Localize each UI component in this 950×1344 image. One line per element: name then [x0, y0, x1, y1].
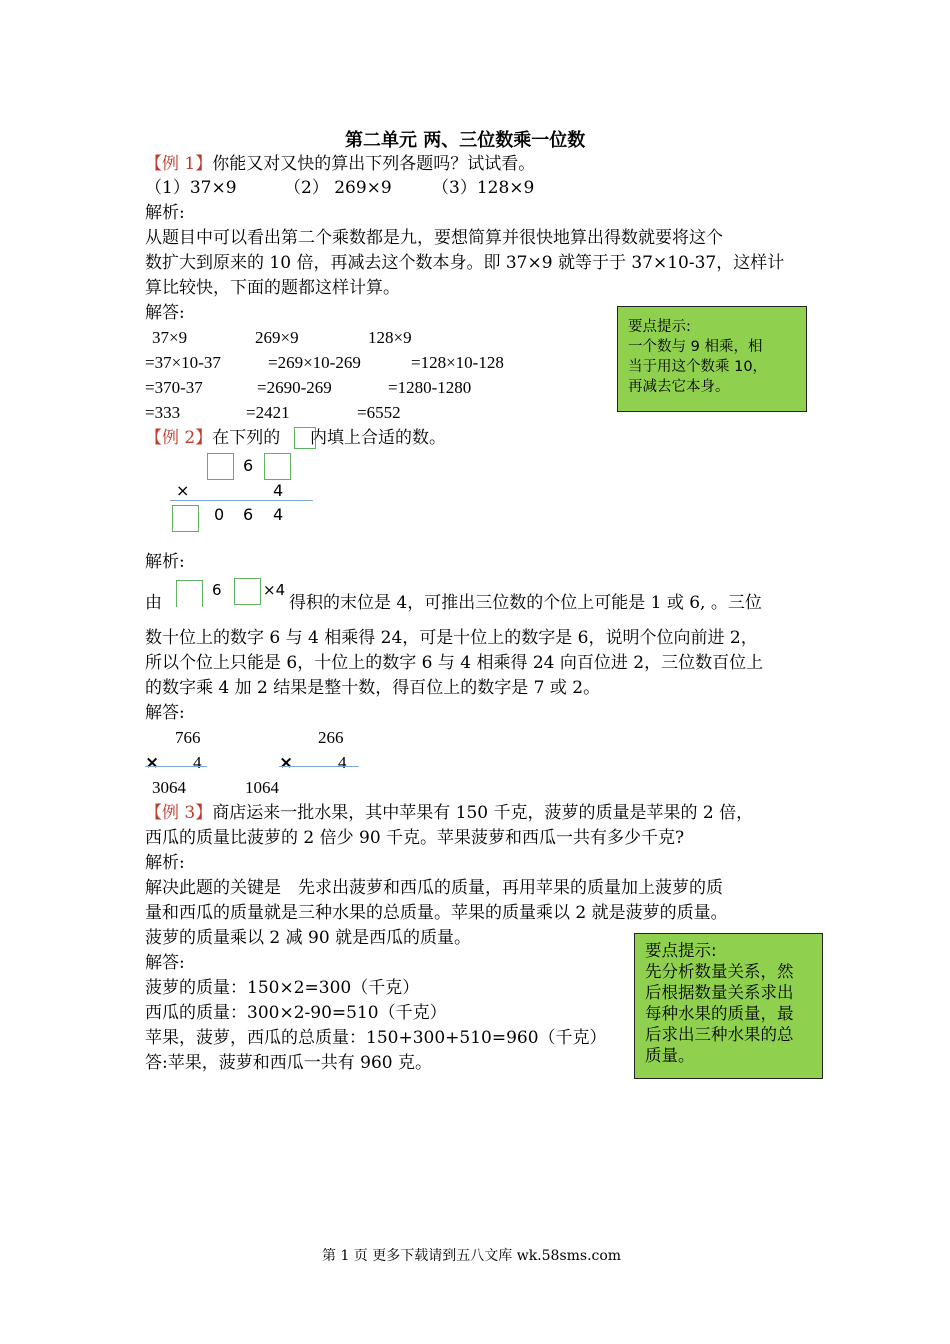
- answer-times: ×: [145, 753, 160, 773]
- tip-title: 要点提示:: [645, 941, 717, 960]
- calc-cell: =269×10-269: [268, 353, 361, 372]
- analysis-line: 数十位上的数字 6 与 4 相乘得 24，可是十位上的数字是 6，说明个位向前进 2，: [145, 628, 758, 648]
- example-3-tag: 【例 3】: [145, 803, 213, 823]
- example-2-text-a: 在下列的: [212, 428, 281, 448]
- puzzle-multiplier: 4: [273, 481, 284, 500]
- blank-box: [172, 505, 199, 532]
- example-3-text: 商店运来一批水果，其中苹果有 150 千克，菠萝的质量是苹果的 2 倍，: [212, 803, 754, 823]
- example-3-analysis-label: 解析:: [145, 853, 185, 873]
- answer-top: 266: [318, 728, 344, 747]
- blank-box: [264, 453, 291, 480]
- calc-cell: =128×10-128: [411, 353, 504, 372]
- calc-cell: =37×10-37: [145, 353, 221, 372]
- puzzle-result-digit: 4: [273, 505, 284, 524]
- answer-underline: [145, 766, 207, 767]
- example-3-text: 西瓜的质量比菠萝的 2 倍少 90 千克。苹果菠萝和西瓜一共有多少千克?: [145, 828, 685, 848]
- example-3-answer-label: 解答:: [145, 953, 185, 973]
- calc-cell: =6552: [357, 403, 401, 422]
- answer-result: 1064: [245, 778, 279, 797]
- tip-line: 先分析数量关系，然: [645, 962, 794, 981]
- analysis-line: 解决此题的关键是 先求出菠萝和西瓜的质量，再用苹果的质量加上菠萝的质: [145, 878, 723, 898]
- tip-box-1: [617, 306, 807, 412]
- answer-line: 苹果，菠萝，西瓜的总质量：150+300+510=960（千克）: [145, 1028, 607, 1048]
- blank-box: [207, 453, 234, 480]
- example-2-question: [145, 426, 280, 450]
- blank-box: [234, 578, 261, 605]
- example-1-answer-label: 解答:: [145, 303, 185, 323]
- calc-cell: 37×9: [152, 328, 188, 347]
- calc-cell: =333: [145, 403, 181, 422]
- answer-mult: 4: [193, 753, 202, 772]
- example-2-tag: 【例 2】: [145, 428, 213, 448]
- calc-cell: =2421: [246, 403, 290, 422]
- answer-top: 766: [175, 728, 201, 747]
- answer-mult: 4: [338, 753, 347, 772]
- puzzle-underline: [170, 500, 313, 501]
- analysis-line: 得积的末位是 4，可推出三位数的个位上可能是 1 或 6, 。三位: [289, 593, 762, 613]
- answer-underline: [279, 766, 359, 767]
- tip-line: 每种水果的质量，最: [645, 1004, 794, 1023]
- page-title: 第二单元 两、三位数乘一位数: [345, 130, 586, 151]
- example-2-text-b: 内填上合适的数。: [310, 428, 446, 448]
- calc-cell: 128×9: [368, 328, 412, 347]
- example-1-tag: 【例 1】: [145, 154, 213, 174]
- tip-line: 质量。: [645, 1046, 695, 1065]
- calc-cell: 269×9: [255, 328, 299, 347]
- calc-cell: =370-37: [145, 378, 203, 397]
- analysis-line: 所以个位上只能是 6，十位上的数字 6 与 4 相乘得 24 向百位进 2，三位数百位上: [145, 653, 764, 673]
- blank-box: [176, 580, 203, 607]
- analysis-line: 的数字乘 4 加 2 结果是整十数，得百位上的数字是 7 或 2。: [145, 678, 601, 698]
- answer-line: 菠萝的质量：150×2=300（千克）: [145, 978, 420, 998]
- analysis-prefix: 由: [145, 593, 162, 613]
- example-1-analysis-line: 数扩大到原来的 10 倍，再减去这个数本身。即 37×9 就等于于 37×10-37，这样计: [145, 253, 785, 273]
- page-footer: 第 1 页 更多下载请到五八文库 wk.58sms.com: [322, 1248, 622, 1264]
- example-2-analysis-label: 解析:: [145, 552, 185, 572]
- example-1-analysis-label: 解析:: [145, 203, 185, 223]
- tip-line: 后根据数量关系求出: [645, 983, 794, 1002]
- answer-line: 西瓜的质量：300×2-90=510（千克）: [145, 1003, 447, 1023]
- example-1-item-3: （3）128×9: [432, 178, 535, 198]
- puzzle-digit: 6: [243, 456, 254, 475]
- example-1-text: 你能又对又快的算出下列各题吗？试试看。: [212, 154, 536, 174]
- inline-digit: 6: [212, 581, 222, 599]
- answer-line: 答:苹果，菠萝和西瓜一共有 960 克。: [145, 1053, 432, 1073]
- example-1-analysis-line: 算比较快，下面的题都这样计算。: [145, 278, 400, 298]
- tip-line: 再减去它本身。: [628, 379, 730, 395]
- puzzle-result-digit: 0: [214, 505, 225, 524]
- analysis-line: 量和西瓜的质量就是三种水果的总质量。苹果的质量乘以 2 就是菠萝的质量。: [145, 903, 728, 923]
- analysis-line: 菠萝的质量乘以 2 减 90 就是西瓜的质量。: [145, 928, 472, 948]
- puzzle-times: ×: [176, 481, 190, 500]
- example-1-question: [145, 152, 535, 176]
- example-1-item-1: （1）37×9: [145, 178, 237, 198]
- tip-line: 一个数与 9 相乘，相: [628, 339, 763, 355]
- calc-cell: =1280-1280: [388, 378, 472, 397]
- tip-line: 当于用这个数乘 10，: [628, 359, 768, 375]
- example-1-item-2: （2） 269×9: [284, 178, 392, 198]
- example-2-answer-label: 解答:: [145, 703, 185, 723]
- tip-box-2: [634, 933, 823, 1079]
- example-1-analysis-line: 从题目中可以看出第二个乘数都是九，要想简算并很快地算出得数就要将这个: [145, 228, 723, 248]
- calc-cell: =2690-269: [257, 378, 332, 397]
- puzzle-result-digit: 6: [243, 505, 254, 524]
- tip-title: 要点提示:: [628, 319, 691, 335]
- example-3-question: [145, 801, 753, 825]
- answer-result: 3064: [152, 778, 186, 797]
- inline-times: ×4: [263, 581, 286, 599]
- tip-line: 后求出三种水果的总: [645, 1025, 794, 1044]
- answer-times: ×: [279, 753, 294, 773]
